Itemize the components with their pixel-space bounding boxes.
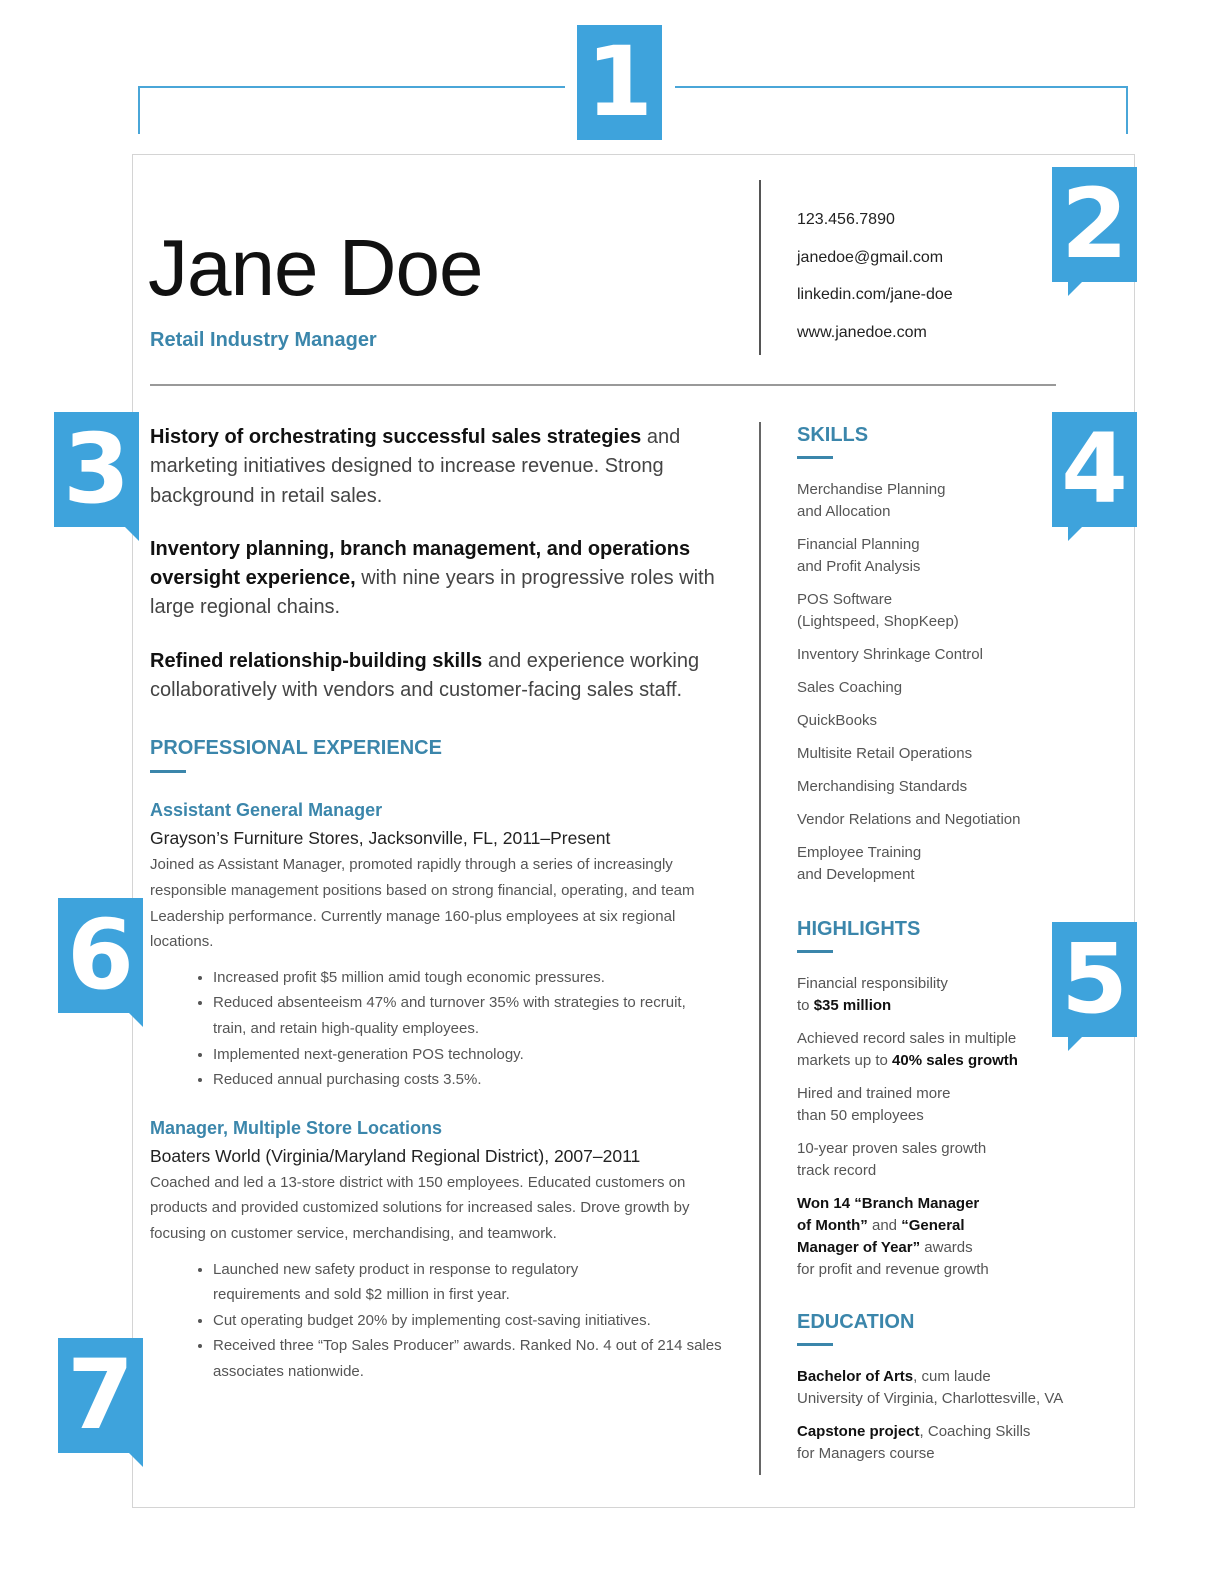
highlight-item: 10-year proven sales growth track record [797, 1140, 987, 1179]
job-achievements [150, 1257, 730, 1385]
skill-item: Merchandise Planning and Allocation [797, 481, 946, 520]
job-company: Boaters World (Virginia/Maryland Regional District), 2007–2011 [150, 1145, 641, 1166]
summary-paragraph [150, 535, 730, 623]
job-entry [150, 797, 730, 1092]
main-column [150, 423, 730, 1406]
achievement: • Cut operating budget 20% by implementing cost-saving initiatives. [213, 1308, 730, 1334]
summary-bold: History of orchestrating successful sales strategies [150, 426, 642, 448]
skills-heading: SKILLS [797, 424, 869, 446]
skill-item: Sales Coaching [797, 679, 903, 696]
badge-7 [58, 1338, 143, 1453]
summary-text: with nine years in progressive roles with large regional chains. [150, 567, 715, 619]
skill-item: QuickBooks [797, 712, 878, 729]
experience-heading: PROFESSIONAL EXPERIENCE [150, 737, 442, 760]
job-title: Assistant General Manager [150, 800, 383, 821]
sidebar-column [797, 424, 1117, 1476]
email: janedoe@gmail.com [797, 248, 944, 266]
badge-1: 1 [577, 25, 662, 140]
achievement: • Increased profit $5 million amid tough economic pressures. [213, 965, 730, 991]
badge-label: 6 [67, 899, 134, 1011]
skill-item: Financial Planning and Profit Analysis [797, 536, 921, 575]
summary-bold: Refined relationship-building skills [150, 649, 483, 672]
job-entry [150, 1115, 730, 1385]
badge-label: 7 [67, 1339, 134, 1451]
highlight-item: Financial responsibility to $35 million [797, 975, 948, 1014]
education-heading: EDUCATION [797, 1311, 915, 1333]
education-project: Capstone project, Coaching Skills for Managers course [797, 1423, 1031, 1462]
heading-underline [797, 456, 833, 459]
summary [150, 423, 730, 705]
badge-label: 3 [63, 413, 130, 525]
achievement: • Reduced absenteeism 47% and turnover 35% with strategies to recruit, train, and retain high-quality employees. [213, 990, 730, 1041]
skill-item: Vendor Relations and Negotiation [797, 811, 1021, 828]
candidate-title: Retail Industry Manager [150, 329, 377, 351]
badge-6 [58, 898, 143, 1013]
skill-item: Multisite Retail Operations [797, 745, 973, 762]
website: www.janedoe.com [797, 323, 927, 341]
job-title: Manager, Multiple Store Locations [150, 1117, 443, 1138]
job-description: Joined as Assistant Manager, promoted rapidly through a series of increasingly responsible management positions based on strong financial, operating, and team Leadership performance. Currently manage 160-plus employees at six regional locations. [150, 856, 695, 951]
skill-item: Employee Training and Development [797, 844, 922, 883]
highlight-item: Hired and trained more than 50 employees [797, 1085, 951, 1124]
summary-text: and marketing initiatives designed to increase revenue. Strong background in retail sales. [150, 426, 681, 507]
badge-3 [54, 412, 139, 527]
achievement: • Reduced annual purchasing costs 3.5%. [213, 1067, 730, 1093]
header-divider [759, 180, 761, 355]
job-achievements [150, 965, 730, 1093]
summary-paragraph [150, 647, 730, 706]
phone: 123.456.7890 [797, 211, 895, 228]
skill-item: Merchandising Standards [797, 778, 968, 795]
achievement: • Launched new safety product in response to regulatory requirements and sold $2 million in first year. [213, 1257, 730, 1308]
badge-label: 5 [1061, 923, 1128, 1035]
linkedin: linkedin.com/jane-doe [797, 286, 953, 303]
badge-label: 2 [1061, 168, 1128, 280]
header-rule [150, 384, 1056, 386]
job-description: Coached and led a 13-store district with 150 employees. Educated customers on products and provided customized solutions for increased sales. Drove growth by focusing on customer service, merchandising, and teamwork. [150, 1173, 690, 1242]
summary-text: and experience working collaboratively with vendors and customer-facing sales staff. [150, 649, 700, 702]
badge-2 [1052, 167, 1137, 282]
highlights-list [797, 973, 1117, 1281]
heading-underline [150, 770, 186, 773]
job-company: Grayson’s Furniture Stores, Jacksonville, FL, 2011–Present [150, 828, 611, 849]
badge-label: 4 [1061, 413, 1128, 525]
achievement: • Received three “Top Sales Producer” awards. Ranked No. 4 out of 214 sales associates nationwide. [213, 1333, 730, 1384]
highlight-item: Achieved record sales in multiple markets up to 40% sales growth [797, 1030, 1018, 1069]
skills-list [797, 479, 1117, 886]
heading-underline [797, 950, 833, 953]
education-degree: Bachelor of Arts, cum laude University of Virginia, Charlottesville, VA [797, 1368, 1064, 1407]
contact-info [797, 211, 953, 361]
achievement: • Implemented next-generation POS technology. [213, 1042, 730, 1068]
highlights-heading: HIGHLIGHTS [797, 918, 921, 940]
skill-item: POS Software (Lightspeed, ShopKeep) [797, 591, 959, 630]
heading-underline [797, 1343, 833, 1346]
candidate-name: Jane Doe [148, 223, 483, 312]
summary-bold: Inventory planning, branch management, and operations oversight experience, [150, 537, 691, 590]
highlight-item: Won 14 “Branch Manager of Month” and “General Manager of Year” awards for profit and revenue growth [797, 1195, 989, 1278]
column-divider [759, 422, 761, 1475]
skill-item: Inventory Shrinkage Control [797, 646, 983, 663]
summary-paragraph [150, 423, 730, 511]
